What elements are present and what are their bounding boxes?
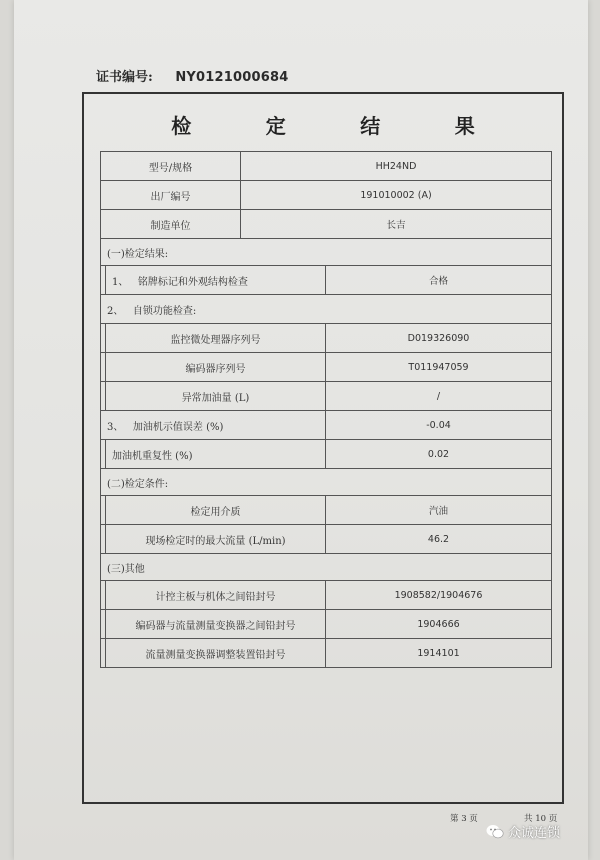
table-row (101, 525, 552, 554)
table-row (101, 440, 552, 469)
mainboard-seal-label: 计控主板与机体之间铅封号 (106, 581, 326, 610)
table-row (101, 181, 552, 210)
self-lock-heading: 2、 自锁功能检查: (101, 295, 552, 324)
max-flow-label: 现场检定时的最大流量 (L/min) (106, 525, 326, 554)
adjust-seal-label: 流量测量变换器调整装置铅封号 (106, 639, 326, 668)
title-char: 果 (454, 114, 475, 138)
table-row (101, 469, 552, 496)
indication-error-value: -0.04 (326, 411, 552, 440)
encoder-serial-value: T011947059 (326, 353, 552, 382)
table-row (101, 210, 552, 239)
model-value: HH24ND (241, 152, 552, 181)
table-row (101, 496, 552, 525)
processor-serial-label: 监控微处理器序列号 (106, 324, 326, 353)
processor-serial-value: D019326090 (326, 324, 552, 353)
table-row (101, 152, 552, 181)
encoder-seal-label: 编码器与流量测量变换器之间铅封号 (106, 610, 326, 639)
max-flow-value: 46.2 (326, 525, 552, 554)
medium-label: 检定用介质 (106, 496, 326, 525)
table-row (101, 382, 552, 411)
document-page (14, 0, 588, 860)
serial-value: 191010002 (A) (241, 181, 552, 210)
watermark-text: 众诚连锁 (508, 826, 561, 841)
title-char: 结 (360, 114, 381, 138)
abnormal-fuel-label: 异常加油量 (L) (106, 382, 326, 411)
certificate-number-line (96, 66, 289, 85)
table-row (101, 639, 552, 668)
table-row (101, 411, 552, 440)
nameplate-check-value: 合格 (326, 266, 552, 295)
section-results: (一)检定结果: (101, 239, 552, 266)
abnormal-fuel-value: / (326, 382, 552, 411)
encoder-serial-label: 编码器序列号 (106, 353, 326, 382)
table-row (101, 295, 552, 324)
table-row (101, 324, 552, 353)
maker-value: 长吉 (241, 210, 552, 239)
maker-label: 制造单位 (101, 210, 241, 239)
medium-value: 汽油 (326, 496, 552, 525)
result-table (100, 151, 552, 668)
model-label: 型号/规格 (101, 152, 241, 181)
indication-error-label: 3、 加油机示值误差 (%) (101, 411, 326, 440)
section-other: (三)其他 (101, 554, 552, 581)
repeatability-label: 加油机重复性 (%) (106, 440, 326, 469)
table-row (101, 239, 552, 266)
table-row (101, 353, 552, 382)
wechat-icon (486, 824, 504, 840)
encoder-seal-value: 1904666 (326, 610, 552, 639)
watermark (486, 822, 560, 841)
table-row (101, 554, 552, 581)
certificate-number: NY0121000684 (175, 70, 289, 85)
result-frame (82, 92, 564, 804)
nameplate-check-label: 1、 铭牌标记和外观结构检查 (106, 266, 326, 295)
table-row (101, 610, 552, 639)
page-number: 第 3 页 (450, 814, 478, 824)
mainboard-seal-value: 1908582/1904676 (326, 581, 552, 610)
page-title (84, 110, 562, 139)
section-conditions: (二)检定条件: (101, 469, 552, 496)
repeatability-value: 0.02 (326, 440, 552, 469)
adjust-seal-value: 1914101 (326, 639, 552, 668)
certificate-label: 证书编号: (96, 70, 153, 85)
title-char: 定 (265, 114, 286, 138)
serial-label: 出厂编号 (101, 181, 241, 210)
title-char: 检 (171, 114, 192, 138)
page-total: 共 10 页 (524, 814, 558, 824)
table-row (101, 266, 552, 295)
table-row (101, 581, 552, 610)
